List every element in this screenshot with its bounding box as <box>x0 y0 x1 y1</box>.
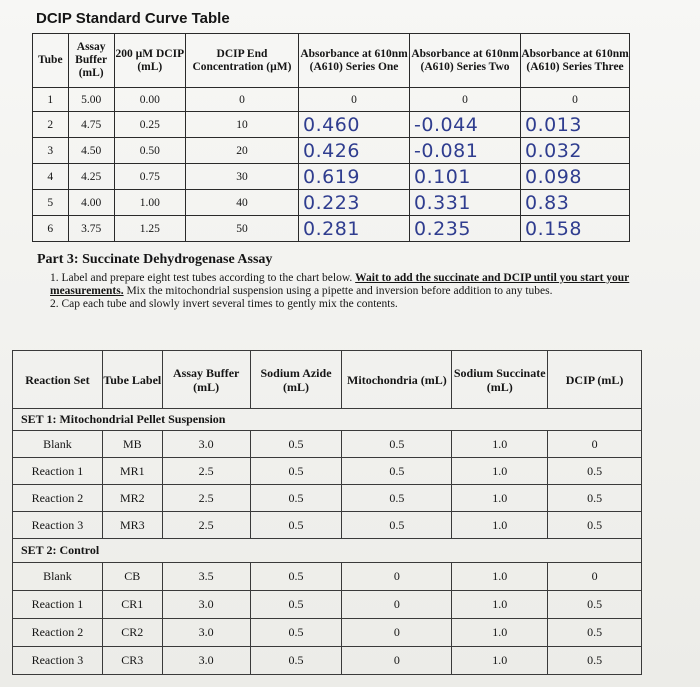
handwritten-value: 0.158 <box>521 216 630 242</box>
table-row <box>13 563 642 591</box>
column-header: Absorbance at 610nm (A610) Series One <box>299 34 410 88</box>
table-cell: 0.25 <box>114 112 185 138</box>
page-title: DCIP Standard Curve Table <box>36 10 230 27</box>
table-row <box>13 431 642 458</box>
dcip-standard-table <box>32 33 630 242</box>
table-cell: 1.00 <box>114 190 185 216</box>
table-cell: 0.5 <box>342 458 452 485</box>
table-header-row <box>33 34 630 88</box>
table-cell: 0 <box>342 619 452 647</box>
table-cell: 1 <box>33 88 69 112</box>
table-cell: 3.0 <box>162 647 250 675</box>
table-cell: 3.5 <box>162 563 250 591</box>
table-row <box>33 88 630 112</box>
step-1-text: 1. Label and prepare eight test tubes according to the chart below. <box>50 272 356 284</box>
table-cell: Reaction 3 <box>13 512 103 539</box>
handwritten-value: 0.331 <box>410 190 521 216</box>
table-cell: 3.75 <box>68 216 114 242</box>
table-cell: Blank <box>13 563 103 591</box>
table-cell: 0 <box>410 88 521 112</box>
table-cell: 2.5 <box>162 485 250 512</box>
table-cell: MR3 <box>102 512 162 539</box>
table-cell: 0.5 <box>250 619 342 647</box>
table-header-row <box>13 351 642 409</box>
handwritten-value: 0.013 <box>521 112 630 138</box>
table-cell: 4.00 <box>68 190 114 216</box>
handwritten-value: 0.101 <box>410 164 521 190</box>
table-cell: CB <box>102 563 162 591</box>
column-header: Absorbance at 610nm (A610) Series Two <box>410 34 521 88</box>
table-cell: Reaction 2 <box>13 619 103 647</box>
table-cell: 1.0 <box>452 485 548 512</box>
handwritten-value: 0.098 <box>521 164 630 190</box>
table-cell: 0.5 <box>250 431 342 458</box>
table-cell: CR2 <box>102 619 162 647</box>
table-cell: 1.0 <box>452 619 548 647</box>
handwritten-value: 0.281 <box>299 216 410 242</box>
table-cell: 0.50 <box>114 138 185 164</box>
handwritten-value: 0.032 <box>521 138 630 164</box>
table-row <box>33 138 630 164</box>
table-row <box>13 485 642 512</box>
set-label-row <box>13 409 642 431</box>
table-cell: 1.0 <box>452 431 548 458</box>
table-cell: 0 <box>185 88 298 112</box>
table-cell: 0 <box>342 591 452 619</box>
table-cell: 0.5 <box>548 591 642 619</box>
table-cell: 0.5 <box>548 647 642 675</box>
table-row <box>13 647 642 675</box>
table-cell: 0.5 <box>548 619 642 647</box>
table-cell: 4.75 <box>68 112 114 138</box>
instructions <box>50 272 630 311</box>
table-row <box>33 112 630 138</box>
table-cell: 3.0 <box>162 591 250 619</box>
instruction-step-1 <box>50 272 630 298</box>
table-cell: 0.5 <box>548 485 642 512</box>
table-row <box>33 164 630 190</box>
table-cell: 0 <box>548 431 642 458</box>
table-cell: 4 <box>33 164 69 190</box>
table-cell: 10 <box>185 112 298 138</box>
table-cell: 2.5 <box>162 458 250 485</box>
set-label-row <box>13 539 642 563</box>
column-header: 200 µM DCIP (mL) <box>114 34 185 88</box>
table-cell: 0.5 <box>342 485 452 512</box>
table-cell: 0.5 <box>342 512 452 539</box>
table-cell: 40 <box>185 190 298 216</box>
table-cell: MB <box>102 431 162 458</box>
table-cell: 0.5 <box>548 458 642 485</box>
table-cell: 0 <box>342 647 452 675</box>
table-row <box>13 591 642 619</box>
column-header: Mitochondria (mL) <box>342 351 452 409</box>
table-cell: 20 <box>185 138 298 164</box>
column-header: DCIP (mL) <box>548 351 642 409</box>
table-cell: 0 <box>521 88 630 112</box>
column-header: Sodium Azide (mL) <box>250 351 342 409</box>
table-cell: 0.5 <box>250 591 342 619</box>
table-cell: 1.25 <box>114 216 185 242</box>
handwritten-value: -0.044 <box>410 112 521 138</box>
table-cell: 0.5 <box>548 512 642 539</box>
table-cell: 0.5 <box>342 431 452 458</box>
table-cell: 0.5 <box>250 485 342 512</box>
table-row <box>13 458 642 485</box>
column-header: Assay Buffer (mL) <box>68 34 114 88</box>
table-cell: 3.0 <box>162 619 250 647</box>
table-cell: 0.75 <box>114 164 185 190</box>
table-cell: Reaction 1 <box>13 591 103 619</box>
column-header: Tube Label <box>102 351 162 409</box>
table-cell: 1.0 <box>452 591 548 619</box>
column-header: Assay Buffer (mL) <box>162 351 250 409</box>
set-1-label: SET 1: Mitochondrial Pellet Suspension <box>13 409 642 431</box>
table-cell: 50 <box>185 216 298 242</box>
reaction-setup-table <box>12 350 642 675</box>
table-cell: 0 <box>342 563 452 591</box>
step-1-emphasis: Wait to add the succinate and DCIP until you start your measurements. <box>50 272 630 297</box>
table-cell: 3.0 <box>162 431 250 458</box>
handwritten-value: 0.235 <box>410 216 521 242</box>
section-heading: Part 3: Succinate Dehydrogenase Assay <box>37 252 273 267</box>
handwritten-value: 0.460 <box>299 112 410 138</box>
table-cell: 1.0 <box>452 458 548 485</box>
table-cell: Reaction 3 <box>13 647 103 675</box>
table-cell: 1.0 <box>452 512 548 539</box>
table-cell: 2 <box>33 112 69 138</box>
table-cell: CR3 <box>102 647 162 675</box>
table-cell: 0 <box>299 88 410 112</box>
table-cell: 4.50 <box>68 138 114 164</box>
table-cell: 30 <box>185 164 298 190</box>
handwritten-value: 0.223 <box>299 190 410 216</box>
table-cell: 0.5 <box>250 458 342 485</box>
table-row <box>13 619 642 647</box>
table-cell: 1.0 <box>452 563 548 591</box>
table-cell: 1.0 <box>452 647 548 675</box>
table-row <box>33 190 630 216</box>
table-cell: 4.25 <box>68 164 114 190</box>
step-1-text-end: Mix the mitochondrial suspension using a pipette and inversion before addition to any tubes. <box>123 285 553 297</box>
column-header: DCIP End Concentration (µM) <box>185 34 298 88</box>
table-cell: MR1 <box>102 458 162 485</box>
table-cell: 6 <box>33 216 69 242</box>
table-row <box>13 512 642 539</box>
table-cell: Blank <box>13 431 103 458</box>
table-cell: 0.00 <box>114 88 185 112</box>
table-cell: 0 <box>548 563 642 591</box>
set-2-label: SET 2: Control <box>13 539 642 563</box>
table-cell: 5.00 <box>68 88 114 112</box>
table-cell: CR1 <box>102 591 162 619</box>
handwritten-value: -0.081 <box>410 138 521 164</box>
handwritten-value: 0.619 <box>299 164 410 190</box>
table-cell: 2.5 <box>162 512 250 539</box>
table-cell: 3 <box>33 138 69 164</box>
handwritten-value: 0.83 <box>521 190 630 216</box>
table-cell: Reaction 1 <box>13 458 103 485</box>
table-cell: 0.5 <box>250 563 342 591</box>
column-header: Reaction Set <box>13 351 103 409</box>
table-cell: 0.5 <box>250 512 342 539</box>
column-header: Tube <box>33 34 69 88</box>
handwritten-value: 0.426 <box>299 138 410 164</box>
column-header: Absorbance at 610nm (A610) Series Three <box>521 34 630 88</box>
table-cell: MR2 <box>102 485 162 512</box>
table-cell: 0.5 <box>250 647 342 675</box>
column-header: Sodium Succinate (mL) <box>452 351 548 409</box>
instruction-step-2: 2. Cap each tube and slowly invert several times to gently mix the contents. <box>50 298 398 310</box>
table-row <box>33 216 630 242</box>
table-cell: Reaction 2 <box>13 485 103 512</box>
table-cell: 5 <box>33 190 69 216</box>
